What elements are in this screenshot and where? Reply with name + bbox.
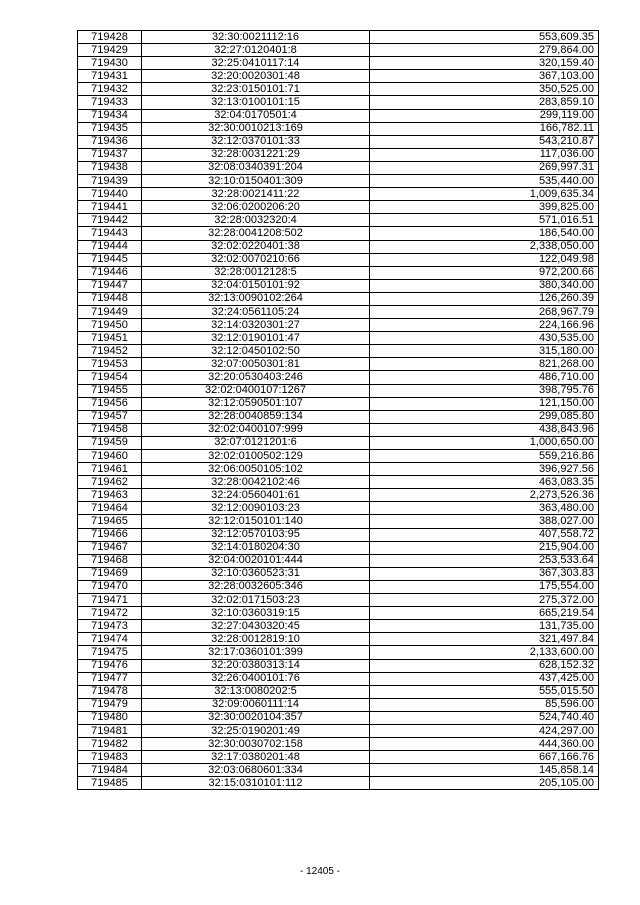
cadastral-number-cell: 32:15:0310101:112 [142, 777, 370, 790]
row-number-cell: 719474 [78, 633, 142, 646]
value-cell: 126,260.39 [370, 292, 599, 305]
cadastral-number-cell: 32:02:0100502:129 [142, 450, 370, 463]
table-row [78, 698, 599, 711]
table-row [78, 384, 599, 397]
row-number-cell: 719478 [78, 685, 142, 698]
table-row [78, 607, 599, 620]
row-number-cell: 719467 [78, 541, 142, 554]
table-row [78, 541, 599, 554]
table-body [78, 31, 599, 790]
value-cell: 224,166.96 [370, 319, 599, 332]
row-number-cell: 719476 [78, 659, 142, 672]
cadastral-number-cell: 32:12:0570103:95 [142, 528, 370, 541]
cadastral-number-cell: 32:02:0400107:1267 [142, 384, 370, 397]
cadastral-number-cell: 32:20:0530403:246 [142, 371, 370, 384]
value-cell: 438,843.96 [370, 423, 599, 436]
value-cell: 85,596.00 [370, 698, 599, 711]
row-number-cell: 719480 [78, 711, 142, 724]
row-number-cell: 719450 [78, 319, 142, 332]
cadastral-number-cell: 32:12:0450102:50 [142, 345, 370, 358]
table-row [78, 724, 599, 737]
value-cell: 972,200.66 [370, 266, 599, 279]
cadastral-number-cell: 32:28:0040859:134 [142, 410, 370, 423]
value-cell: 628,152.32 [370, 659, 599, 672]
value-cell: 407,558.72 [370, 528, 599, 541]
value-cell: 559,216.86 [370, 450, 599, 463]
value-cell: 299,085.80 [370, 410, 599, 423]
row-number-cell: 719466 [78, 528, 142, 541]
cadastral-number-cell: 32:02:0070210:66 [142, 253, 370, 266]
value-cell: 667,166.76 [370, 751, 599, 764]
cadastral-number-cell: 32:27:0430320:45 [142, 620, 370, 633]
row-number-cell: 719443 [78, 227, 142, 240]
cadastral-number-cell: 32:14:0180204:30 [142, 541, 370, 554]
table-row [78, 96, 599, 109]
row-number-cell: 719459 [78, 436, 142, 449]
cadastral-number-cell: 32:30:0030702:158 [142, 738, 370, 751]
table-row [78, 214, 599, 227]
table-row [78, 659, 599, 672]
cadastral-number-cell: 32:13:0100101:15 [142, 96, 370, 109]
row-number-cell: 719444 [78, 240, 142, 253]
cadastral-number-cell: 32:04:0150101:92 [142, 279, 370, 292]
value-cell: 279,864.00 [370, 44, 599, 57]
value-cell: 555,015.50 [370, 685, 599, 698]
table-row [78, 489, 599, 502]
row-number-cell: 719469 [78, 567, 142, 580]
value-cell: 524,740.40 [370, 711, 599, 724]
row-number-cell: 719465 [78, 515, 142, 528]
value-cell: 117,036.00 [370, 148, 599, 161]
value-cell: 367,103.00 [370, 70, 599, 83]
table-row [78, 161, 599, 174]
value-cell: 437,425.00 [370, 672, 599, 685]
table-row [78, 201, 599, 214]
table-row [78, 410, 599, 423]
row-number-cell: 719430 [78, 57, 142, 70]
table-row [78, 764, 599, 777]
cadastral-number-cell: 32:12:0190101:47 [142, 332, 370, 345]
row-number-cell: 719454 [78, 371, 142, 384]
row-number-cell: 719455 [78, 384, 142, 397]
value-cell: 2,338,050.00 [370, 240, 599, 253]
table-row [78, 528, 599, 541]
cadastral-number-cell: 32:12:0150101:140 [142, 515, 370, 528]
cadastral-number-cell: 32:07:0121201:6 [142, 436, 370, 449]
cadastral-number-cell: 32:30:0010213:169 [142, 122, 370, 135]
table-row [78, 685, 599, 698]
cadastral-number-cell: 32:07:0050301:81 [142, 358, 370, 371]
table-row [78, 188, 599, 201]
row-number-cell: 719473 [78, 620, 142, 633]
cadastral-number-cell: 32:03:0680601:334 [142, 764, 370, 777]
row-number-cell: 719436 [78, 135, 142, 148]
cadastral-number-cell: 32:28:0032320:4 [142, 214, 370, 227]
cadastral-number-cell: 32:26:0400101:76 [142, 672, 370, 685]
value-cell: 275,372.00 [370, 594, 599, 607]
table-row [78, 711, 599, 724]
cadastral-number-cell: 32:28:0012128:5 [142, 266, 370, 279]
cadastral-number-cell: 32:17:0360101:399 [142, 646, 370, 659]
value-cell: 145,858.14 [370, 764, 599, 777]
cadastral-number-cell: 32:10:0150401:309 [142, 175, 370, 188]
table-row [78, 44, 599, 57]
value-cell: 444,360.00 [370, 738, 599, 751]
cadastral-number-cell: 32:02:0400107:999 [142, 423, 370, 436]
row-number-cell: 719485 [78, 777, 142, 790]
value-cell: 363,480.00 [370, 502, 599, 515]
row-number-cell: 719438 [78, 161, 142, 174]
table-row [78, 332, 599, 345]
table-row [78, 345, 599, 358]
row-number-cell: 719464 [78, 502, 142, 515]
cadastral-number-cell: 32:28:0021411:22 [142, 188, 370, 201]
cadastral-number-cell: 32:28:0032605:346 [142, 580, 370, 593]
value-cell: 399,825.00 [370, 201, 599, 214]
row-number-cell: 719428 [78, 31, 142, 44]
table-row [78, 31, 599, 44]
cadastral-number-cell: 32:28:0042102:46 [142, 476, 370, 489]
table-row [78, 122, 599, 135]
value-cell: 486,710.00 [370, 371, 599, 384]
table-row [78, 751, 599, 764]
table-row [78, 502, 599, 515]
table-row [78, 423, 599, 436]
cadastral-number-cell: 32:06:0200206:20 [142, 201, 370, 214]
value-cell: 186,540.00 [370, 227, 599, 240]
cadastral-number-cell: 32:10:0360319:15 [142, 607, 370, 620]
value-cell: 269,997.31 [370, 161, 599, 174]
value-cell: 1,009,635.34 [370, 188, 599, 201]
row-number-cell: 719437 [78, 148, 142, 161]
cadastral-number-cell: 32:20:0020301:48 [142, 70, 370, 83]
row-number-cell: 719431 [78, 70, 142, 83]
row-number-cell: 719479 [78, 698, 142, 711]
value-cell: 398,795.76 [370, 384, 599, 397]
row-number-cell: 719458 [78, 423, 142, 436]
table-row [78, 620, 599, 633]
row-number-cell: 719462 [78, 476, 142, 489]
cadastral-number-cell: 32:12:0370101:33 [142, 135, 370, 148]
table-row [78, 436, 599, 449]
row-number-cell: 719441 [78, 201, 142, 214]
value-cell: 320,159.40 [370, 57, 599, 70]
row-number-cell: 719471 [78, 594, 142, 607]
table-row [78, 646, 599, 659]
table-row [78, 358, 599, 371]
table-row [78, 57, 599, 70]
table-row [78, 240, 599, 253]
row-number-cell: 719472 [78, 607, 142, 620]
table-row [78, 371, 599, 384]
table-row [78, 253, 599, 266]
row-number-cell: 719452 [78, 345, 142, 358]
cadastral-number-cell: 32:10:0360523:31 [142, 567, 370, 580]
cadastral-number-cell: 32:23:0150101:71 [142, 83, 370, 96]
value-cell: 121,150.00 [370, 397, 599, 410]
row-number-cell: 719449 [78, 305, 142, 318]
row-number-cell: 719463 [78, 489, 142, 502]
table-row [78, 319, 599, 332]
row-number-cell: 719447 [78, 279, 142, 292]
table-row [78, 70, 599, 83]
value-cell: 268,967.79 [370, 305, 599, 318]
table-row [78, 148, 599, 161]
cadastral-number-cell: 32:28:0031221:29 [142, 148, 370, 161]
cadastral-number-cell: 32:12:0590501:107 [142, 397, 370, 410]
row-number-cell: 719451 [78, 332, 142, 345]
cadastral-number-cell: 32:17:0380201:48 [142, 751, 370, 764]
cadastral-number-cell: 32:14:0320301:27 [142, 319, 370, 332]
value-cell: 122,049.98 [370, 253, 599, 266]
cadastral-number-cell: 32:27:0120401:8 [142, 44, 370, 57]
value-cell: 350,525.00 [370, 83, 599, 96]
value-cell: 821,268.00 [370, 358, 599, 371]
row-number-cell: 719433 [78, 96, 142, 109]
cadastral-number-cell: 32:20:0380313:14 [142, 659, 370, 672]
value-cell: 571,016.51 [370, 214, 599, 227]
value-cell: 388,027.00 [370, 515, 599, 528]
table-row [78, 109, 599, 122]
value-cell: 321,497.84 [370, 633, 599, 646]
row-number-cell: 719484 [78, 764, 142, 777]
cadastral-number-cell: 32:24:0561105:24 [142, 305, 370, 318]
table-row [78, 476, 599, 489]
row-number-cell: 719448 [78, 292, 142, 305]
row-number-cell: 719475 [78, 646, 142, 659]
table-row [78, 397, 599, 410]
value-cell: 396,927.56 [370, 463, 599, 476]
page-number: - 12405 - [299, 866, 341, 877]
cadastral-value-table [77, 30, 599, 790]
row-number-cell: 719440 [78, 188, 142, 201]
value-cell: 1,000,650.00 [370, 436, 599, 449]
table-row [78, 83, 599, 96]
cadastral-number-cell: 32:25:0190201:49 [142, 724, 370, 737]
value-cell: 380,340.00 [370, 279, 599, 292]
table-row [78, 594, 599, 607]
value-cell: 283,859.10 [370, 96, 599, 109]
cadastral-number-cell: 32:24:0560401:61 [142, 489, 370, 502]
row-number-cell: 719434 [78, 109, 142, 122]
value-cell: 253,533.64 [370, 554, 599, 567]
cadastral-number-cell: 32:08:0340391:204 [142, 161, 370, 174]
row-number-cell: 719481 [78, 724, 142, 737]
value-cell: 166,782.11 [370, 122, 599, 135]
row-number-cell: 719461 [78, 463, 142, 476]
row-number-cell: 719429 [78, 44, 142, 57]
table-row [78, 175, 599, 188]
value-cell: 131,735.00 [370, 620, 599, 633]
row-number-cell: 719446 [78, 266, 142, 279]
row-number-cell: 719453 [78, 358, 142, 371]
value-cell: 205,105.00 [370, 777, 599, 790]
row-number-cell: 719482 [78, 738, 142, 751]
table-row [78, 463, 599, 476]
value-cell: 175,554.00 [370, 580, 599, 593]
table-row [78, 305, 599, 318]
table-row [78, 227, 599, 240]
table-row [78, 450, 599, 463]
row-number-cell: 719439 [78, 175, 142, 188]
cadastral-number-cell: 32:09:0060111:14 [142, 698, 370, 711]
value-cell: 665,219.54 [370, 607, 599, 620]
cadastral-number-cell: 32:28:0041208:502 [142, 227, 370, 240]
cadastral-number-cell: 32:04:0020101:444 [142, 554, 370, 567]
value-cell: 543,210.87 [370, 135, 599, 148]
value-cell: 424,297.00 [370, 724, 599, 737]
table-row [78, 266, 599, 279]
table-row [78, 672, 599, 685]
table-row [78, 567, 599, 580]
cadastral-number-cell: 32:13:0080202:5 [142, 685, 370, 698]
row-number-cell: 719456 [78, 397, 142, 410]
table-row [78, 633, 599, 646]
row-number-cell: 719457 [78, 410, 142, 423]
cadastral-number-cell: 32:30:0021112:16 [142, 31, 370, 44]
value-cell: 315,180.00 [370, 345, 599, 358]
cadastral-number-cell: 32:02:0220401:38 [142, 240, 370, 253]
row-number-cell: 719477 [78, 672, 142, 685]
row-number-cell: 719432 [78, 83, 142, 96]
value-cell: 2,273,526.36 [370, 489, 599, 502]
value-cell: 553,609.35 [370, 31, 599, 44]
table-row [78, 738, 599, 751]
table-row [78, 292, 599, 305]
row-number-cell: 719435 [78, 122, 142, 135]
value-cell: 2,133,600.00 [370, 646, 599, 659]
value-cell: 367,303.83 [370, 567, 599, 580]
cadastral-number-cell: 32:30:0020104:357 [142, 711, 370, 724]
table-row [78, 777, 599, 790]
cadastral-number-cell: 32:06:0050105:102 [142, 463, 370, 476]
value-cell: 299,119.00 [370, 109, 599, 122]
cadastral-number-cell: 32:13:0090102:264 [142, 292, 370, 305]
cadastral-number-cell: 32:04:0170501:4 [142, 109, 370, 122]
table-row [78, 554, 599, 567]
table-row [78, 580, 599, 593]
value-cell: 535,440.00 [370, 175, 599, 188]
table-row [78, 279, 599, 292]
cadastral-number-cell: 32:12:0090103:23 [142, 502, 370, 515]
value-cell: 430,535.00 [370, 332, 599, 345]
row-number-cell: 719460 [78, 450, 142, 463]
row-number-cell: 719483 [78, 751, 142, 764]
cadastral-number-cell: 32:28:0012819:10 [142, 633, 370, 646]
cadastral-number-cell: 32:02:0171503:23 [142, 594, 370, 607]
row-number-cell: 719445 [78, 253, 142, 266]
row-number-cell: 719470 [78, 580, 142, 593]
value-cell: 463,083.35 [370, 476, 599, 489]
table-row [78, 135, 599, 148]
cadastral-number-cell: 32:25:0410117:14 [142, 57, 370, 70]
table-row [78, 515, 599, 528]
row-number-cell: 719442 [78, 214, 142, 227]
row-number-cell: 719468 [78, 554, 142, 567]
value-cell: 215,904.00 [370, 541, 599, 554]
